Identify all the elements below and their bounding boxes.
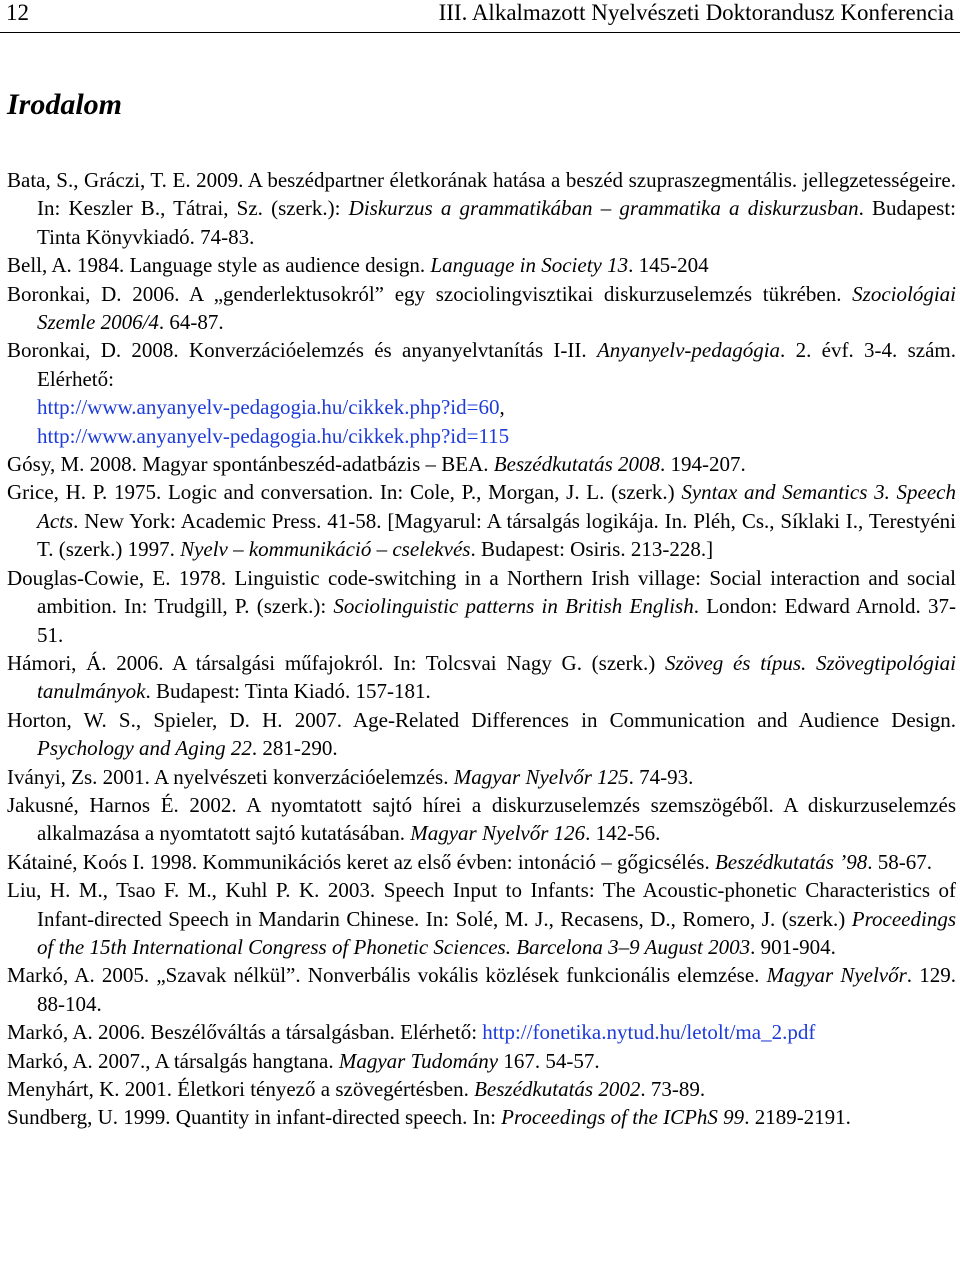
reference-entry	[7, 791, 956, 848]
reference-source-title: Nyelv – kommunikáció – cselekvés	[180, 537, 471, 562]
reference-entry	[7, 251, 956, 279]
reference-entry	[7, 649, 956, 706]
reference-text: . Budapest: Tinta Kiadó. 157-181.	[145, 679, 431, 704]
reference-text: Liu, H. M., Tsao F. M., Kuhl P. K. 2003. Speech Input to Infants: The Acoustic-phonetic Characteristics of Infant-directed Speech in Mandarin Chinese. In: Solé, M. J., Recasens, D., Romero, J. (szerk.)	[7, 878, 956, 931]
reference-text: Jakusné, Harnos É. 2002. A nyomtatott sajtó hírei a diskurzuselemzés szemszögéből. A diskurzuselemzés alkalmazása a nyomtatott sajtó kutatásában.	[7, 792, 956, 846]
conference-title: III. Alkalmazott Nyelvészeti Doktorandusz Konferencia	[438, 0, 954, 25]
reference-source-title: Magyar Nyelvőr 126	[410, 821, 586, 846]
reference-text: 167. 54-57.	[498, 1048, 600, 1073]
reference-text: . London: Edward Arnold. 37-51.	[37, 594, 956, 647]
reference-text: . 129. 88-104.	[37, 963, 957, 1016]
reference-entry	[7, 280, 956, 337]
reference-text: Horton, W. S., Spieler, D. H. 2007. Age-Related Differences in Communication and Audience Design.	[7, 707, 956, 732]
reference-url-link[interactable]: http://www.anyanyelv-pedagogia.hu/cikkek.php?id=115	[37, 423, 510, 448]
reference-text: Markó, A. 2007., A társalgás hangtana.	[7, 1048, 339, 1073]
reference-source-title: Magyar Nyelvőr 125	[453, 764, 629, 789]
reference-text: . 64-87.	[158, 310, 224, 335]
reference-source-title: Beszédkutatás ’98	[714, 849, 868, 874]
reference-text: Boronkai, D. 2008. Konverzációelemzés és anyanyelvtanítás I-II.	[7, 338, 597, 363]
reference-entry	[7, 763, 956, 791]
reference-entry	[7, 1103, 956, 1131]
reference-text: . New York: Academic Press. 41-58. [Magyarul: A társalgás logikája. In. Pléh, Cs., Síklaki I., Terestyéni T. (szerk.) 1997.	[37, 508, 956, 562]
reference-text: Boronkai, D. 2006. A „genderlektusokról” egy szociolingvisztikai diskurzuselemzés tükrében.	[7, 281, 853, 306]
reference-text: Markó, A. 2006. Beszélőváltás a társalgásban. Elérhető:	[7, 1020, 483, 1045]
reference-source-title: Magyar Tudomány	[338, 1048, 499, 1073]
reference-text: . Budapest: Tinta Könyvkiadó. 74-83.	[37, 196, 957, 249]
reference-source-title: Szöveg és típus. Szövegtipológiai tanulmányok	[37, 650, 957, 704]
reference-list	[7, 166, 956, 1132]
reference-entry	[7, 848, 956, 876]
reference-entry	[7, 876, 956, 961]
reference-entry	[7, 336, 956, 450]
reference-source-title: Szociológiai Szemle 2006/4	[37, 281, 956, 335]
reference-text: . 142-56.	[585, 821, 661, 846]
reference-source-title: Magyar Nyelvőr	[766, 963, 907, 988]
reference-text: . 2. évf. 3-4. szám. Elérhető:	[37, 338, 956, 391]
reference-source-title: Anyanyelv-pedagógia	[596, 338, 781, 363]
reference-entry	[7, 1018, 956, 1046]
reference-url-link[interactable]: http://fonetika.nytud.hu/letolt/ma_2.pdf	[482, 1020, 816, 1045]
reference-text: Sundberg, U. 1999. Quantity in infant-directed speech. In:	[7, 1105, 502, 1130]
reference-text: . 58-67.	[867, 849, 932, 874]
reference-source-title: Language in Society 13	[430, 253, 629, 278]
reference-text: . 145-204	[628, 253, 709, 278]
reference-text: Gósy, M. 2008. Magyar spontánbeszéd-adatbázis – BEA.	[7, 452, 494, 477]
reference-source-title: Diskurzus a grammatikában – grammatika a diskurzusban	[348, 196, 859, 221]
reference-text: . 194-207.	[660, 452, 746, 477]
reference-entry	[7, 478, 956, 563]
reference-entry	[7, 450, 956, 478]
reference-text: . 281-290.	[251, 736, 338, 761]
reference-entry	[7, 961, 956, 1018]
reference-source-title: Sociolinguistic patterns in British English	[333, 594, 694, 619]
section-heading: Irodalom	[7, 88, 123, 121]
reference-text: . Budapest: Osiris. 213-228.]	[470, 537, 714, 562]
reference-text: Markó, A. 2005. „Szavak nélkül”. Nonverbális vokális közlések funkcionális elemzése.	[7, 963, 767, 988]
reference-source-title: Beszédkutatás 2002	[474, 1077, 641, 1101]
reference-source-title: Proceedings of the 15th International Congress of Phonetic Sciences. Barcelona 3–9 August 2003	[37, 906, 956, 959]
reference-text: Kátainé, Koós I. 1998. Kommunikációs keret az első évben: intonáció – gőgicsélés.	[7, 849, 715, 874]
reference-text: . 901-904.	[750, 934, 836, 959]
reference-text: Grice, H. P. 1975. Logic and conversation. In: Cole, P., Morgan, J. L. (szerk.)	[7, 480, 682, 505]
reference-source-title: Beszédkutatás 2008	[493, 452, 661, 477]
reference-text: . 74-93.	[628, 764, 694, 789]
page-header	[0, 0, 960, 33]
reference-entry	[7, 706, 956, 763]
reference-source-title: Psychology and Aging 22	[37, 736, 252, 761]
reference-source-title: Syntax and Semantics 3. Speech Acts	[37, 480, 956, 533]
reference-text: . 73-89.	[640, 1077, 706, 1101]
reference-entry	[7, 1047, 956, 1075]
reference-text: Douglas-Cowie, E. 1978. Linguistic code-switching in a Northern Irish village: Social interaction and social ambition. In: Trudgill, P. (szerk.):	[7, 565, 956, 619]
reference-text: Bell, A. 1984. Language style as audience design.	[7, 253, 431, 278]
reference-entry	[7, 1075, 956, 1103]
reference-text: Bata, S., Gráczi, T. E. 2009. A beszédpartner életkorának hatása a beszéd szupraszegmentális. jellegzetességeire. In: Keszler B., Tátrai, Sz. (szerk.):	[7, 168, 956, 221]
reference-text: Hámori, Á. 2006. A társalgási műfajokról. In: Tolcsvai Nagy G. (szerk.)	[7, 650, 665, 675]
reference-text: . 2189-2191.	[744, 1105, 851, 1130]
reference-url-link[interactable]: http://www.anyanyelv-pedagogia.hu/cikkek.php?id=60	[37, 395, 500, 420]
reference-text: Iványi, Zs. 2001. A nyelvészeti konverzációelemzés.	[7, 764, 454, 789]
reference-entry	[7, 564, 956, 649]
reference-text: ,	[499, 395, 505, 420]
page-number: 12	[6, 0, 29, 25]
reference-text: Menyhárt, K. 2001. Életkori tényező a szövegértésben.	[7, 1077, 475, 1101]
reference-entry	[7, 166, 956, 251]
reference-source-title: Proceedings of the ICPhS 99	[501, 1105, 745, 1130]
